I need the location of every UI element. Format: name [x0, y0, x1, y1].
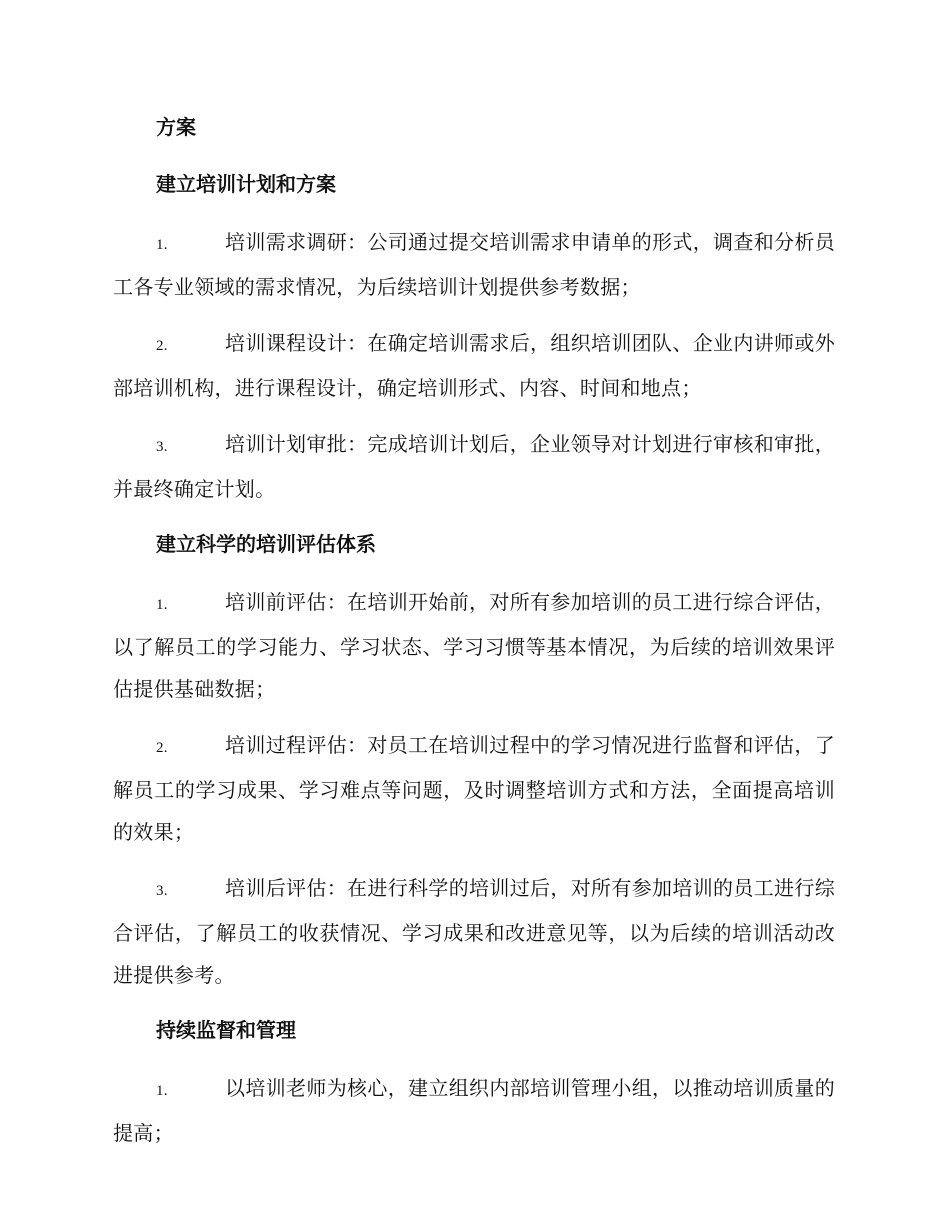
document-body: [113, 107, 835, 1168]
list-item: [113, 221, 835, 308]
list-item-text: 培训计划审批：完成培训计划后，企业领导对计划进行审核和审批，并最终确定计划。: [113, 432, 835, 501]
list-item-text: 培训后评估：在进行科学的培训过后，对所有参加培训的员工进行综合评估，了解员工的收获情况、学习成果和改进意见等，以为后续的培训活动改进提供参考。: [113, 876, 835, 987]
list-item-number: 3.: [156, 439, 168, 455]
list-item: [113, 867, 835, 996]
list-item-number: 3.: [156, 883, 168, 899]
list-item: [113, 423, 835, 510]
list-item-number: 1.: [156, 1083, 168, 1099]
list-item: [113, 1067, 835, 1154]
section-heading: 建立科学的培训评估体系: [156, 532, 376, 556]
list-item-text: 培训课程设计：在确定培训需求后，组织培训团队、企业内讲师或外部培训机构，进行课程设计，确定培训形式、内容、时间和地点；: [113, 331, 835, 400]
list-item-number: 2.: [156, 338, 168, 354]
list-item-text: 培训需求调研：公司通过提交培训需求申请单的形式，调查和分析员工各专业领域的需求情况，为后续培训计划提供参考数据；: [113, 230, 835, 299]
list-item-text: 以培训老师为核心，建立组织内部培训管理小组，以推动培训质量的提高；: [113, 1076, 835, 1145]
list-item: [113, 322, 835, 409]
list-item: [113, 724, 835, 853]
list-item-number: 1.: [156, 597, 168, 613]
section-heading: 持续监督和管理: [156, 1018, 296, 1042]
list-item-number: 1.: [156, 237, 168, 253]
document-title: 方案: [156, 115, 196, 139]
section-heading: 建立培训计划和方案: [156, 172, 336, 196]
list-item-number: 2.: [156, 740, 168, 756]
list-item-text: 培训过程评估：对员工在培训过程中的学习情况进行监督和评估，了解员工的学习成果、学习难点等问题，及时调整培训方式和方法，全面提高培训的效果；: [113, 733, 835, 844]
list-item: [113, 581, 835, 710]
list-item-text: 培训前评估：在培训开始前，对所有参加培训的员工进行综合评估，以了解员工的学习能力、学习状态、学习习惯等基本情况，为后续的培训效果评估提供基础数据；: [113, 590, 835, 701]
